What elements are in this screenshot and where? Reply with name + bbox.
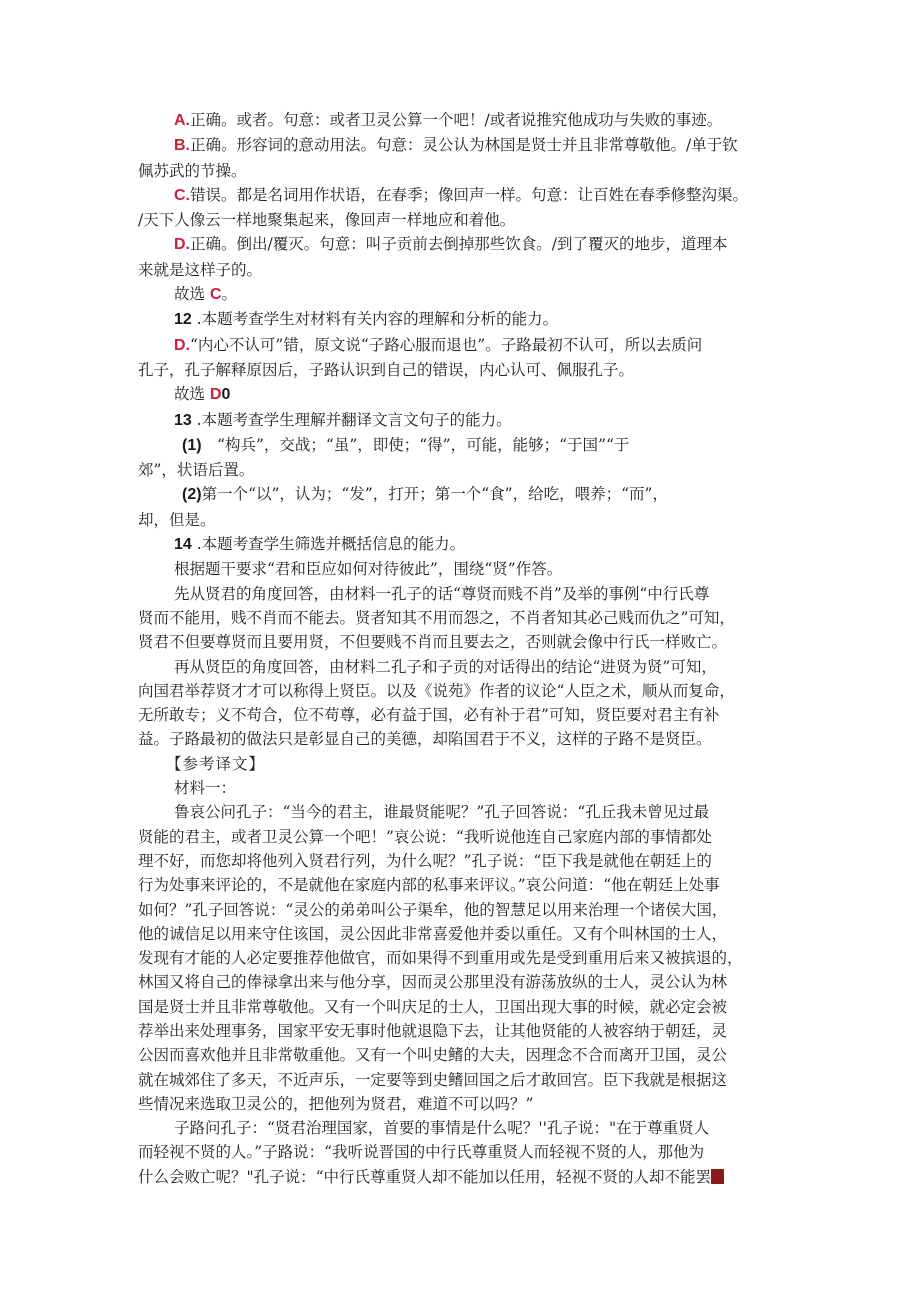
paragraph-line: 他的诚信足以用来守住该国，灵公因此非常喜爱他并委以重任。又有个叫林国的士人， <box>138 924 728 943</box>
paragraph-line: 些情况来选取卫灵公的，把他列为贤君，难道不可以吗？” <box>138 1094 534 1113</box>
option-label: A. <box>174 112 190 129</box>
paragraph-text: 什么会败亡呢？"孔子说：“中行氏尊重贤人却不能加以任用，轻视不贤的人却不能罢 <box>138 1167 712 1186</box>
choice-suffix: 。 <box>221 285 238 304</box>
choice-letter: D <box>209 386 222 404</box>
answer-text: 第一个“以”，认为；“发”，打开；第一个“食”，给吃，喂养；“而”， <box>201 485 668 504</box>
scan-artifact-mark <box>711 1169 724 1184</box>
paragraph-line: 公因而喜欢他并且非常敬重他。又有一个叫史鳍的大夫，因理念不合而离开卫国，灵公 <box>138 1046 728 1065</box>
question-13-heading <box>138 408 788 433</box>
choice-prefix: 故选 <box>174 285 210 304</box>
paragraph-line: 子路问孔子：“贤君治理国家，首要的事情是什么呢？''孔子说："在于尊重贤人 <box>174 1119 710 1138</box>
answer-11-a <box>138 108 788 133</box>
paragraph-line: 就在城郊住了多天，不近声乐，一定要等到史鳍回国之后才敢回宫。臣下我就是根据这 <box>138 1070 728 1089</box>
answer-11-c-cont <box>138 208 788 232</box>
paragraph-line: 国是贤士并且非常尊敬他。又有一个叫庆足的士人，卫国出现大事的时候，就必定会被 <box>138 997 728 1016</box>
paragraph-line: 无所敢专；义不苟合，位不苟尊，必有益于国，必有补于君”可知，贤臣要对君主有补 <box>138 706 720 725</box>
option-label: C. <box>174 186 190 204</box>
answer-text: 却，但是。 <box>138 510 216 529</box>
paragraph-line: 荐举出来处理事务，国家平安无事时他就退隐下去，让其他贤能的人被容纳于朝廷，灵 <box>138 1021 728 1040</box>
paragraph-line: 益。子路最初的做法只是彰显自己的美德，却陷国君于不义，这样的子路不是贤臣。 <box>138 730 712 749</box>
answer-text: 来就是这样子的。 <box>138 260 263 279</box>
answer-text: “内心不认可”错，原文说“子路心服而退也”。子路最初不认可，所以去质问 <box>190 335 703 354</box>
answer-11-d-cont <box>138 258 788 282</box>
paragraph-line-last <box>138 1165 788 1189</box>
question-number: 14 <box>174 536 192 554</box>
paragraph-line: 贤而不能用，贱不肖而不能去。贤者知其不用而怨之，不肖者知其必己贱而仇之”可知， <box>138 608 735 627</box>
paragraph-line: 再从贤臣的角度回答，由材料二孔子和子贡的对话得出的结论“进贤为贤”可知， <box>174 657 717 676</box>
answer-11-c <box>138 183 788 208</box>
answer-text: 孔子，孔子解释原因后，子路认识到自己的错误，内心认可、佩服孔子。 <box>138 360 635 379</box>
answer-11-b-cont <box>138 159 788 183</box>
answer-13-2-cont <box>138 508 788 532</box>
sub-number: (2) <box>182 486 202 504</box>
paragraph-line: 根据题干要求“君和臣应如何对待彼此”，围绕“贤”作答。 <box>174 560 563 579</box>
answer-text: /天下人像云一样地聚集起来，像回声一样地应和着他。 <box>138 211 516 230</box>
material-label: 材料一： <box>174 779 237 798</box>
choice-suffix: 0 <box>221 386 231 404</box>
answer-text: 正确。或者。句意：或者卫灵公算一个吧！/或者说推究他成功与失败的事迹。 <box>190 111 723 129</box>
document-page <box>138 108 788 1189</box>
paragraph-line: 先从贤君的角度回答，由材料一孔子的话“尊贤而贱不肖”及举的事例“中行氏尊 <box>174 584 710 603</box>
answer-11-d <box>138 232 788 257</box>
question-number: 12 <box>174 311 192 329</box>
paragraph-line: 理不好，而您却将他列入贤君行列，为什么呢？”孔子说：“臣下我是就他在朝廷上的 <box>138 851 712 870</box>
answer-text: “构兵”，交战；“虽”，即使；“得”，可能，能够；“于国”“于 <box>201 435 630 454</box>
answer-13-1 <box>138 433 788 458</box>
paragraph-line: 林国又将自己的俸禄拿出来与他分享，因而灵公那里没有游荡放纵的士人，灵公认为林 <box>138 973 728 992</box>
answer-11-b <box>138 133 788 158</box>
question-number: 13 <box>174 411 192 429</box>
option-label: D. <box>174 336 190 354</box>
answer-12-d-cont <box>138 358 788 382</box>
choice-prefix: 故选 <box>174 385 210 404</box>
paragraph-line: 贤能的君主，或者卫灵公算一个吧！”哀公说：“我听说他连自己家庭内部的事情都处 <box>138 827 712 846</box>
answer-11-choice <box>138 282 788 307</box>
paragraph-line: 鲁哀公问孔子：“当今的君主，谁最贤能呢？”孔子回答说：“孔丘我未曾见过最 <box>174 803 710 822</box>
answer-12-d <box>138 333 788 358</box>
section-heading-reference-translation: 【参考译文】 <box>166 754 266 773</box>
question-12-heading <box>138 307 788 332</box>
option-label: D. <box>174 236 190 254</box>
heading-text: .本题考查学生理解并翻译文言文句子的能力。 <box>191 410 512 429</box>
choice-letter: C <box>209 286 222 304</box>
question-14-heading <box>138 532 788 557</box>
paragraph-line: 如何？”孔子回答说：“灵公的弟弟叫公子渠牟，他的智慧足以用来治理一个诸侯大国， <box>138 900 728 919</box>
paragraph-line: 贤君不但要尊贤而且要用贤，不但要贱不肖而且要去之，否则就会像中行氏一样败亡。 <box>138 633 728 652</box>
heading-text: .本题考查学生筛选并概括信息的能力。 <box>191 535 466 554</box>
paragraph-line: 向国君举荐贤才才可以称得上贤臣。以及《说苑》作者的议论“人臣之术，顺从而复命， <box>138 681 735 700</box>
option-label: B. <box>174 137 190 155</box>
sub-number: (1) <box>182 436 202 454</box>
answer-13-1-cont <box>138 458 788 482</box>
answer-text: 正确。形容词的意动用法。句意：灵公认为林国是贤士并且非常尊敬他。/单于钦 <box>190 136 738 155</box>
paragraph-line: 发现有才能的人必定要推荐他做官，而如果得不到重用或先是受到重用后来又被摈退的， <box>138 949 743 968</box>
paragraph-line: 行为处事来评论的，不是就他在家庭内部的私事来评议。”哀公问道：“他在朝廷上处事 <box>138 876 720 895</box>
answer-text: 正确。倒出/覆灭。句意：叫子贡前去倒掉那些饮食。/到了覆灭的地步，道理本 <box>190 235 728 254</box>
answer-12-choice <box>138 382 788 407</box>
answer-text: 佩苏武的节操。 <box>138 161 247 180</box>
answer-text: 错误。都是名词用作状语，在春季；像回声一样。句意：让百姓在春季修整沟渠。 <box>190 185 749 204</box>
answer-13-2 <box>138 482 788 507</box>
answer-text: 郊”，状语后置。 <box>138 461 255 480</box>
paragraph-line: 而轻视不贤的人。”子路说：“我听说晋国的中行氏尊重贤人而轻视不贤的人，那他为 <box>138 1143 705 1162</box>
heading-text: .本题考查学生对材料有关内容的理解和分析的能力。 <box>191 310 559 329</box>
